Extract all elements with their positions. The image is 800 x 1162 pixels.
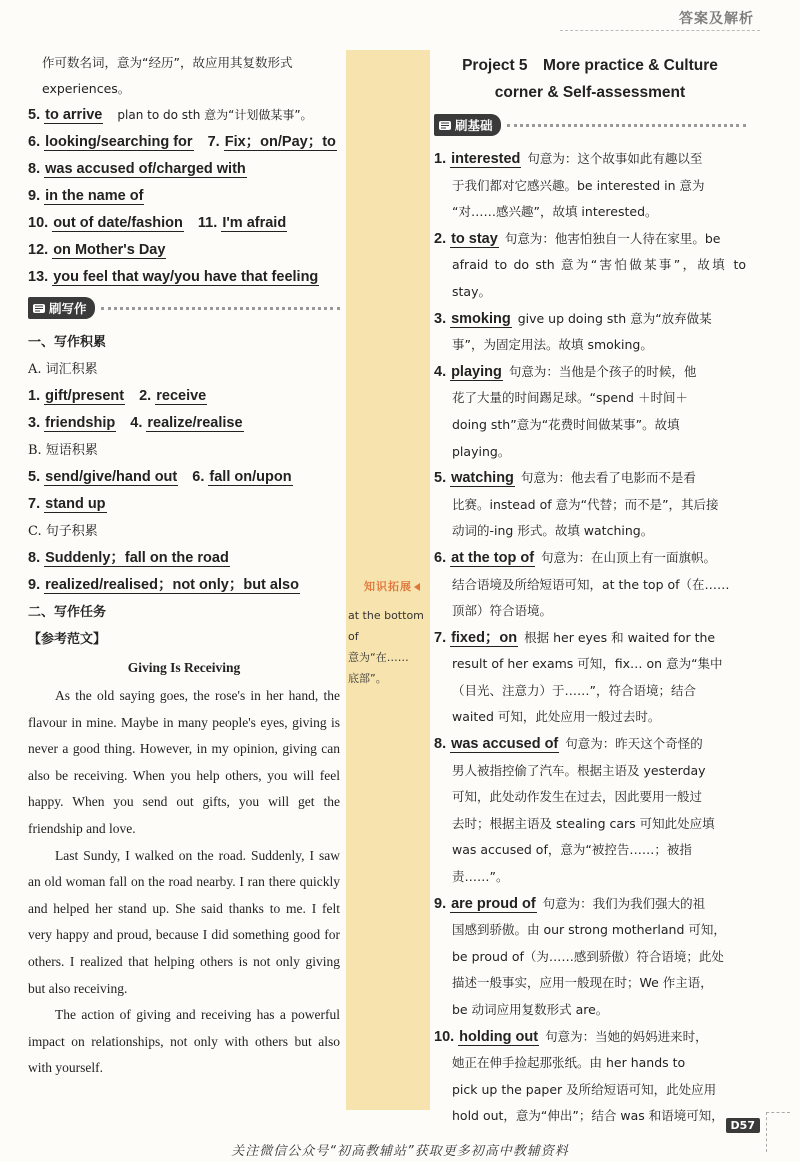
knowledge-extension-tag: [364, 576, 434, 597]
answer-row: [28, 264, 340, 291]
explanation-text: （目光、注意力）于……”，符合语境；结合: [452, 682, 696, 698]
answer-keyword: fixed；on: [451, 629, 518, 646]
answer-item-line: [434, 492, 746, 519]
answer-item: [434, 465, 746, 492]
explanation-text: 男人被指控偷了汽车。根据主语及 yesterday: [452, 762, 706, 778]
answer-keyword: holding out: [459, 1028, 539, 1045]
sentence-label: C. 句子积累: [28, 524, 98, 539]
explanation-text: be proud of（为……感到骄傲）符合语境；此处: [452, 948, 724, 964]
essay-paragraph: The action of giving and receiving has a powerful impact on relationships, not only with others but also with yourself.: [28, 1007, 340, 1076]
answer-note: plan to do sth 意为“计划做某事”。: [117, 108, 313, 122]
pen-icon: [32, 301, 46, 315]
pen-icon: [438, 118, 452, 132]
explanation-text: give up doing sth 意为“放弃做某: [517, 310, 712, 326]
badge-label: 刷基础: [455, 118, 493, 133]
explanation-text: hold out，意为“伸出”；结合 was 和语境可知，: [452, 1108, 724, 1124]
answer-item-line: [434, 518, 746, 545]
explanation-text: 句意为：当她的妈妈进来时，: [545, 1028, 708, 1044]
explanation-text: 句意为：当他是个孩子的时候，他: [508, 363, 697, 379]
answer-number: 2.: [139, 388, 152, 404]
answer-text: realized/realised；not only；but also: [45, 577, 299, 593]
answer-text: looking/searching for: [45, 134, 193, 150]
answer-number: 1.: [434, 151, 447, 167]
explanation-text: be 动词应用复数形式 are。: [452, 1002, 609, 1017]
arrow-left-icon: [414, 583, 420, 591]
answer-item: [434, 1024, 746, 1051]
explanation-text: doing sth”意为“花费时间做某事”。故填: [452, 416, 680, 432]
answer-row: [28, 210, 340, 237]
answer-item-line: [434, 704, 746, 731]
answer-text: gift/present: [45, 388, 125, 404]
essay-body: [28, 683, 340, 1082]
answer-text: realize/realise: [147, 415, 243, 431]
answer-text: Fix；on/Pay；to: [224, 134, 336, 150]
answer-item-line: [434, 1077, 746, 1104]
answer-text: stand up: [45, 496, 106, 512]
explanation-text: 比赛。instead of 意为“代替；而不是”，其后接: [452, 496, 719, 512]
badge-dots: [101, 307, 340, 310]
answer-number: 1.: [28, 388, 41, 404]
badge-box: [434, 114, 501, 136]
explanation-text: 国感到骄傲。由 our strong motherland 可知，: [452, 922, 726, 938]
explanation-text: playing。: [452, 443, 511, 459]
answer-text: on Mother's Day: [53, 242, 166, 258]
margin-note-line: at the bottom of: [348, 609, 424, 643]
margin-note: [346, 576, 434, 689]
answer-number: 12.: [28, 242, 49, 258]
explanation-text: was accused of，意为“被控告……；被指: [452, 842, 692, 858]
explanation-text: 顶部）符合语境。: [452, 603, 553, 619]
explanation-text: 她正在伸手捡起那张纸。由 her hands to: [452, 1055, 686, 1071]
answer-item-line: [434, 385, 746, 412]
essay-paragraph: As the old saying goes, the rose's in her hand, the flavour in mine. Maybe in many people's eyes, giving is never a good thing. However, in my opinion, giving can also be receiving. When you help others, you will feel happy. When you send out gifts, you will get the friendship and love.: [28, 688, 340, 836]
answer-item-line: [434, 173, 746, 200]
answer-item-line: [434, 784, 746, 811]
answer-number: 8.: [28, 550, 41, 566]
intro-line: experiences。: [42, 81, 131, 96]
answer-keyword: watching: [451, 470, 514, 487]
vocab-label: A. 词汇积累: [28, 362, 98, 377]
answer-number: 10.: [434, 1028, 455, 1045]
answer-text: to arrive: [45, 107, 103, 123]
answer-number: 3.: [434, 310, 447, 327]
answer-text: in the name of: [45, 188, 144, 204]
answer-item: [434, 146, 746, 173]
explanation-text: 可知，此处动作发生在过去，因此要用一般过: [452, 789, 703, 805]
answer-item-line: [434, 997, 746, 1024]
answer-number: 4.: [130, 415, 143, 431]
answer-text: you feel that way/you have that feeling: [53, 269, 319, 285]
page-number: D57: [726, 1118, 760, 1133]
answer-number: 11.: [197, 215, 218, 231]
answer-text: friendship: [45, 415, 116, 431]
header-rule: [560, 30, 760, 31]
answer-row: [28, 545, 340, 572]
answer-keyword: are proud of: [451, 895, 536, 912]
answer-text: fall on/upon: [209, 469, 292, 485]
answer-text: Suddenly；fall on the road: [45, 550, 229, 566]
essay-title: Giving Is Receiving: [127, 660, 241, 675]
answer-row: [28, 183, 340, 210]
answer-text: I'm afraid: [222, 215, 287, 231]
answer-item-line: [434, 864, 746, 891]
answer-number: 9.: [28, 188, 41, 204]
writing-heading: 一、写作积累: [28, 335, 107, 350]
answer-item-line: [434, 944, 746, 971]
answer-item-line: [434, 572, 746, 599]
section-header: 答案及解析: [679, 11, 754, 27]
project-title: [434, 52, 746, 106]
writing-section-badge: [28, 297, 340, 319]
answer-item-line: [434, 412, 746, 439]
answer-row: [28, 410, 340, 437]
answer-item-line: [434, 917, 746, 944]
answer-number: 7.: [28, 496, 41, 512]
answer-item-line: [434, 332, 746, 359]
answer-row: [28, 102, 340, 129]
answer-row: [28, 129, 340, 156]
intro-line: 作可数名词，意为“经历”，故应用其复数形式: [42, 55, 293, 70]
answer-keyword: interested: [451, 151, 521, 167]
answer-item-line: [434, 439, 746, 466]
explanation-text: 花了大量的时间踢足球。“spend ＋时间＋: [452, 390, 688, 406]
phrase-label: B. 短语积累: [28, 443, 98, 458]
answer-list: [434, 146, 746, 1130]
answer-item-line: [434, 837, 746, 864]
explanation-text: 事”，为固定用法。故填 smoking。: [452, 337, 653, 353]
explanation-text: 句意为：这个故事如此有趣以至: [527, 151, 703, 166]
explanation-text: 结合语境及所给短语可知，at the top of（在……: [452, 576, 730, 592]
answer-keyword: was accused of: [451, 736, 559, 753]
answer-row: [28, 383, 340, 410]
answer-keyword: to stay: [451, 230, 498, 247]
answer-number: 6.: [28, 134, 41, 150]
answer-number: 10.: [28, 215, 49, 231]
answer-number: 13.: [28, 269, 49, 285]
explanation-text: 句意为：在山顶上有一面旗帜。: [541, 549, 717, 565]
project-title-line: corner & Self-assessment: [494, 84, 686, 101]
answer-row: [28, 237, 340, 264]
answer-item-line: [434, 199, 746, 226]
answer-number: 9.: [28, 577, 41, 593]
answer-number: 6.: [192, 469, 205, 485]
explanation-text: 根据 her eyes 和 waited for the: [524, 629, 716, 645]
answer-item-line: [434, 970, 746, 997]
answer-number: 8.: [434, 736, 447, 753]
answer-row: [28, 572, 340, 599]
margin-note-line: 意为“在……: [348, 651, 409, 664]
explanation-text: 于我们都对它感兴趣。be interested in 意为: [452, 177, 705, 193]
footer-note: 关注微信公众号“初高教辅站”获取更多初高中教辅资料: [231, 1144, 569, 1159]
answer-number: 4.: [434, 363, 447, 380]
right-column: [434, 50, 746, 1130]
answer-row: [28, 491, 340, 518]
badge-box: [28, 297, 95, 319]
answer-text: was accused of/charged with: [45, 161, 246, 177]
answer-item: [434, 359, 746, 386]
answer-number: 7.: [207, 134, 220, 150]
explanation-text: 句意为：昨天这个奇怪的: [565, 736, 703, 752]
answer-item-line: [434, 758, 746, 785]
answer-item: [434, 226, 746, 253]
answer-item-line: [434, 651, 746, 678]
explanation-text: afraid to do sth 意为“害怕做某事”，故填 to stay。: [452, 257, 746, 299]
answer-item-line: [434, 678, 746, 705]
answer-item: [434, 625, 746, 652]
explanation-text: 描述一般事实，应用一般现在时；We 作主语，: [452, 975, 713, 991]
answer-item: [434, 891, 746, 918]
answer-item: [434, 731, 746, 758]
project-title-line: Project 5 More practice & Culture: [462, 57, 718, 74]
explanation-text: 句意为：他害怕独自一人待在家里。be: [504, 230, 721, 246]
answer-number: 8.: [28, 161, 41, 177]
basics-section-badge: [434, 114, 746, 136]
answer-number: 7.: [434, 629, 447, 646]
badge-dots: [507, 124, 746, 127]
answer-row: [28, 464, 340, 491]
answer-text: receive: [156, 388, 207, 404]
answer-number: 5.: [434, 470, 447, 487]
answer-number: 9.: [434, 895, 447, 912]
explanation-text: pick up the paper 及所给短语可知，此处应用: [452, 1081, 717, 1097]
margin-tag-label: 知识拓展: [364, 580, 412, 593]
margin-note-line: 底部”。: [348, 672, 387, 685]
essay-paragraph: Last Sundy, I walked on the road. Suddenly, I saw an old woman fall on the road nearby. I ran there quickly and helped her stand up. She said thanks to me. I felt very happy and proud, because I did something good for others. I realized that helping others is not only giving but also receiving.: [28, 847, 340, 996]
badge-label: 刷写作: [49, 301, 87, 316]
answer-number: 3.: [28, 415, 41, 431]
answer-item-line: [434, 252, 746, 305]
answer-item: [434, 545, 746, 572]
explanation-text: waited 可知，此处应用一般过去时。: [452, 709, 661, 725]
answer-text: send/give/hand out: [45, 469, 178, 485]
explanation-text: 句意为：他去看了电影而不是看: [520, 470, 696, 486]
answer-text: out of date/fashion: [53, 215, 183, 231]
answer-number: 5.: [28, 107, 41, 123]
explanation-text: “对……感兴趣”，故填 interested。: [452, 204, 658, 220]
answer-number: 2.: [434, 230, 447, 247]
answer-item-line: [434, 1103, 746, 1130]
answer-number: 6.: [434, 549, 447, 566]
answer-keyword: playing: [451, 363, 502, 380]
writing-task-heading: 二、写作任务: [28, 605, 107, 620]
left-column: [28, 50, 340, 1082]
sample-label: 【参考范文】: [28, 632, 107, 647]
answer-number: 5.: [28, 469, 41, 485]
answer-keyword: smoking: [451, 310, 511, 327]
answer-item-line: [434, 598, 746, 625]
answer-row: [28, 156, 340, 183]
answer-keyword: at the top of: [451, 549, 535, 566]
answer-item-line: [434, 811, 746, 838]
explanation-text: 句意为：我们为我们强大的祖: [542, 895, 706, 911]
explanation-text: 责……”。: [452, 869, 509, 885]
explanation-text: 去时；根据主语及 stealing cars 可知此处应填: [452, 815, 715, 831]
answer-item-line: [434, 1050, 746, 1077]
answer-item: [434, 306, 746, 333]
explanation-text: 动词的-ing 形式。故填 watching。: [452, 523, 654, 539]
explanation-text: result of her exams 可知，fix… on 意为“集中: [452, 656, 723, 672]
